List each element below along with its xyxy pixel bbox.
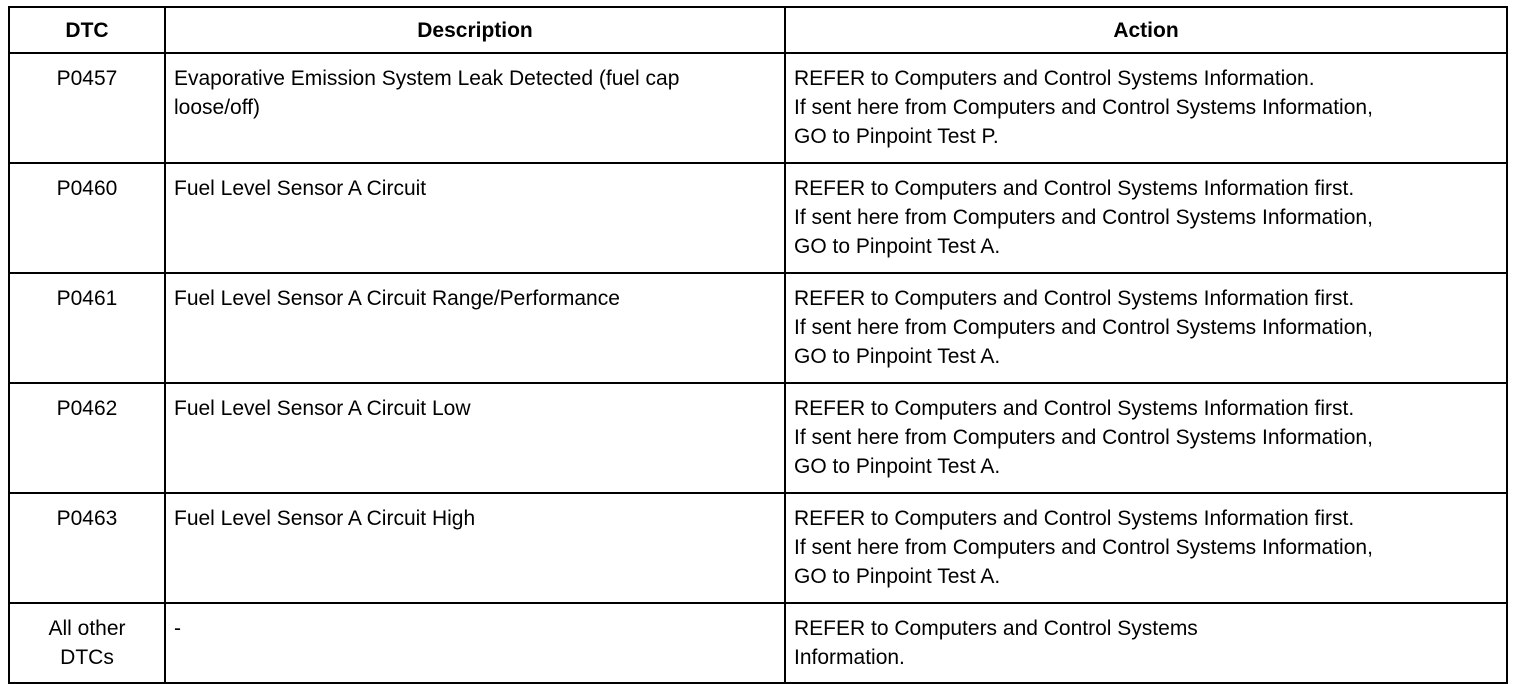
action-text: If sent here from Computers and Control Systems Information, bbox=[794, 536, 1373, 559]
action-text: REFER to Computers and Control Systems Information first. bbox=[794, 177, 1355, 200]
action-text: GO to Pinpoint Test P. bbox=[794, 125, 999, 148]
dtc-code: P0457 bbox=[56, 67, 118, 90]
action-text: GO to Pinpoint Test A. bbox=[794, 565, 1001, 588]
action-text: If sent here from Computers and Control Systems Information, bbox=[794, 206, 1373, 229]
action-cell bbox=[785, 53, 1507, 163]
dtc-code: P0460 bbox=[56, 177, 118, 200]
action-text: If sent here from Computers and Control Systems Information, bbox=[794, 426, 1373, 449]
dtc-code-cell bbox=[9, 383, 165, 493]
dtc-code: P0462 bbox=[56, 397, 118, 420]
description-cell bbox=[165, 53, 785, 163]
description-cell bbox=[165, 163, 785, 273]
dtc-code-cell bbox=[9, 273, 165, 383]
dtc-code-cell bbox=[9, 493, 165, 603]
description-text: Fuel Level Sensor A Circuit bbox=[174, 177, 427, 200]
column-header-action: Action bbox=[785, 7, 1507, 53]
dtc-code-cell bbox=[9, 603, 165, 683]
description-cell bbox=[165, 383, 785, 493]
table-row bbox=[9, 603, 1507, 683]
action-text: REFER to Computers and Control Systems bbox=[794, 617, 1198, 640]
action-cell bbox=[785, 383, 1507, 493]
description-text: loose/off) bbox=[174, 96, 260, 119]
dtc-table bbox=[8, 6, 1508, 684]
table-row bbox=[9, 383, 1507, 493]
action-cell bbox=[785, 163, 1507, 273]
action-text: REFER to Computers and Control Systems Information. bbox=[794, 67, 1315, 90]
table-row bbox=[9, 163, 1507, 273]
dtc-code: P0461 bbox=[56, 287, 118, 310]
description-cell bbox=[165, 603, 785, 683]
action-text: If sent here from Computers and Control Systems Information, bbox=[794, 96, 1373, 119]
description-text: Fuel Level Sensor A Circuit Low bbox=[174, 397, 471, 420]
action-text: GO to Pinpoint Test A. bbox=[794, 235, 1001, 258]
action-text: REFER to Computers and Control Systems Information first. bbox=[794, 397, 1355, 420]
column-header-description: Description bbox=[165, 7, 785, 53]
column-header-dtc: DTC bbox=[9, 7, 165, 53]
dtc-code: P0463 bbox=[56, 507, 118, 530]
table-row bbox=[9, 53, 1507, 163]
action-text: REFER to Computers and Control Systems Information first. bbox=[794, 507, 1355, 530]
description-text: Fuel Level Sensor A Circuit Range/Performance bbox=[174, 287, 620, 310]
action-cell bbox=[785, 603, 1507, 683]
action-text: GO to Pinpoint Test A. bbox=[794, 455, 1001, 478]
action-text: GO to Pinpoint Test A. bbox=[794, 345, 1001, 368]
dtc-code: All other bbox=[48, 617, 126, 640]
table-row bbox=[9, 273, 1507, 383]
action-cell bbox=[785, 273, 1507, 383]
action-text: If sent here from Computers and Control Systems Information, bbox=[794, 316, 1373, 339]
description-cell bbox=[165, 273, 785, 383]
table-row bbox=[9, 493, 1507, 603]
action-text: Information. bbox=[794, 646, 905, 669]
table-header-row bbox=[9, 7, 1507, 53]
dtc-code-cell bbox=[9, 163, 165, 273]
action-cell bbox=[785, 493, 1507, 603]
description-text: Fuel Level Sensor A Circuit High bbox=[174, 507, 476, 530]
description-text: Evaporative Emission System Leak Detected (fuel cap bbox=[174, 67, 680, 90]
action-text: REFER to Computers and Control Systems Information first. bbox=[794, 287, 1355, 310]
dtc-code-cell bbox=[9, 53, 165, 163]
description-text: - bbox=[174, 617, 181, 640]
dtc-code: DTCs bbox=[60, 646, 114, 669]
description-cell bbox=[165, 493, 785, 603]
